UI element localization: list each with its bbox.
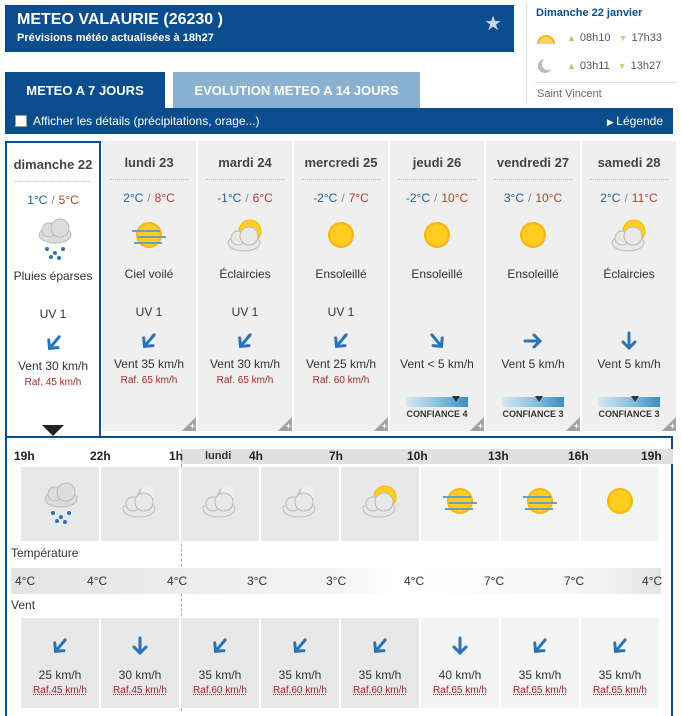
hour-label: 22h	[90, 449, 111, 463]
wind-direction	[44, 333, 64, 353]
wind-arrow-icon	[450, 636, 470, 656]
hourly-temp: 3°C	[247, 574, 268, 588]
hourly-wind-cell	[101, 618, 179, 708]
confidence-bar	[406, 397, 468, 407]
hourly-weather-cell	[261, 467, 339, 541]
hourly-wind-cell	[501, 618, 579, 708]
temp-min: 2°C	[123, 191, 144, 205]
sunrise-time: 08h10	[579, 32, 611, 44]
temp-min: 3°C	[503, 191, 524, 205]
confidence-indicator	[502, 397, 564, 419]
weather-text: Pluies éparses	[13, 269, 93, 283]
temp-max: 5°C	[58, 193, 79, 207]
hourly-icon	[195, 479, 245, 525]
temp-max: 8°C	[154, 191, 175, 205]
wind-direction	[619, 331, 639, 351]
hazy-sun-icon	[515, 479, 565, 525]
day-card[interactable]	[102, 141, 196, 431]
rain-cloud-icon	[29, 215, 79, 261]
weather-icon	[29, 215, 79, 261]
confidence-indicator	[406, 397, 468, 419]
hourly-wind-speed: 35 km/h	[198, 668, 242, 682]
partly-cloudy-icon	[220, 213, 270, 259]
hourly-wind-speed: 40 km/h	[438, 668, 482, 682]
divider	[398, 179, 476, 180]
day-card[interactable]	[294, 141, 388, 431]
hourly-weather-cell	[581, 467, 659, 541]
hourly-wind-speed: 35 km/h	[598, 668, 642, 682]
sunset-time: 17h33	[631, 32, 663, 44]
confidence-label: CONFIANCE 3	[502, 409, 564, 419]
hour-label: 13h	[488, 449, 509, 463]
hourly-weather-cell	[341, 467, 419, 541]
moon-icon	[535, 58, 557, 74]
wind-arrow-icon	[370, 636, 390, 656]
divider	[535, 82, 676, 83]
divider	[110, 179, 188, 180]
sun-icon	[412, 213, 462, 259]
hourly-wind-speed: 35 km/h	[518, 668, 562, 682]
wind-direction	[331, 331, 351, 351]
temp-max: 10°C	[535, 191, 563, 205]
hour-label: 4h	[249, 449, 264, 463]
wind-arrow-icon	[50, 636, 70, 656]
weather-text: Ensoleillé	[315, 267, 367, 281]
divider	[206, 179, 284, 180]
rain-cloud-icon	[35, 479, 85, 525]
confidence-indicator	[598, 397, 660, 419]
wind-direction	[530, 636, 550, 656]
weather-icon	[604, 213, 654, 259]
wind-direction	[139, 331, 159, 351]
day-card[interactable]	[198, 141, 292, 431]
sun-icon	[316, 213, 366, 259]
wind-speed: Vent 30 km/h	[17, 359, 89, 373]
temperature-label: Température	[11, 546, 79, 560]
confidence-bar	[598, 397, 660, 407]
sun-icon	[595, 479, 645, 525]
wind-speed: Vent 35 km/h	[113, 357, 185, 371]
uv-index: UV 1	[39, 307, 67, 321]
confidence-label: CONFIANCE 3	[598, 409, 660, 419]
day-temps: 1°C / 5°C	[27, 193, 79, 207]
day-name: dimanche 22	[13, 157, 93, 172]
hourly-wind-gust: Raf.60 km/h	[273, 685, 327, 696]
wind-direction	[290, 636, 310, 656]
weather-icon	[316, 213, 366, 259]
sun-times: ▲ 08h10 ▼ 17h33	[535, 30, 662, 46]
temp-max: 11°C	[631, 191, 658, 205]
day-name: mercredi 25	[304, 155, 378, 170]
options-bar	[5, 108, 673, 134]
hazy-sun-icon	[435, 479, 485, 525]
weather-icon	[124, 213, 174, 259]
temp-min: 2°C	[600, 191, 621, 205]
weather-text: Ciel voilé	[124, 267, 174, 281]
wind-direction	[427, 331, 447, 351]
hourly-temp: 4°C	[87, 574, 108, 588]
hazy-sun-icon	[124, 213, 174, 259]
day-name: samedi 28	[597, 155, 661, 170]
wind-arrow-icon	[210, 636, 230, 656]
hourly-wind-gust: Raf.65 km/h	[433, 685, 487, 696]
hour-label: 7h	[329, 449, 344, 463]
wind-arrow-icon	[290, 636, 310, 656]
hourly-wind-gust: Raf.60 km/h	[193, 685, 247, 696]
legend-link[interactable]	[607, 114, 663, 128]
wind-speed: Vent < 5 km/h	[400, 357, 474, 371]
wind-speed: Vent 30 km/h	[209, 357, 281, 371]
hourly-wind-speed: 35 km/h	[278, 668, 322, 682]
hourly-icon	[115, 479, 165, 525]
wind-speed: Vent 5 km/h	[501, 357, 565, 371]
hourly-wind-speed: 25 km/h	[38, 668, 82, 682]
day-temps: 3°C / 10°C	[503, 191, 563, 205]
wind-direction	[370, 636, 390, 656]
plus-icon: +	[669, 421, 675, 431]
wind-arrow-icon	[619, 331, 639, 351]
moonset-time: 13h27	[630, 60, 662, 72]
plus-icon: +	[477, 421, 483, 431]
uv-index: UV 1	[327, 305, 355, 319]
hourly-weather-cell	[21, 467, 99, 541]
hourly-wind-cell	[421, 618, 499, 708]
hourly-temp: 4°C	[15, 574, 36, 588]
divider	[302, 179, 380, 180]
hourly-icon	[595, 479, 645, 525]
wind-direction	[235, 331, 255, 351]
day-card[interactable]	[390, 141, 484, 431]
temp-min: -2°C	[405, 191, 430, 205]
legend-label: Légende	[616, 114, 663, 128]
hourly-temp: 3°C	[326, 574, 347, 588]
weather-text: Ensoleillé	[507, 267, 559, 281]
plus-icon: +	[381, 421, 387, 431]
day-name: lundi 23	[124, 155, 174, 170]
sunrise-icon	[535, 30, 557, 46]
day-temps: 2°C / 8°C	[123, 191, 175, 205]
wind-speed: Vent 25 km/h	[305, 357, 377, 371]
wind-direction	[210, 636, 230, 656]
plus-icon: +	[573, 421, 579, 431]
temp-max: 10°C	[441, 191, 469, 205]
uv-index: UV 1	[135, 305, 163, 319]
wind-gust: Raf. 65 km/h	[216, 375, 274, 386]
hourly-weather-cell	[421, 467, 499, 541]
hour-label: 16h	[568, 449, 589, 463]
temp-min: -2°C	[313, 191, 338, 205]
wind-direction	[130, 636, 150, 656]
hourly-wind-speed: 30 km/h	[118, 668, 162, 682]
weather-text: Ensoleillé	[411, 267, 463, 281]
tab-14-days[interactable]: EVOLUTION METEO A 14 JOURS	[173, 72, 420, 108]
plus-icon: +	[285, 421, 291, 431]
plus-icon: +	[189, 421, 195, 431]
day-card[interactable]	[582, 141, 676, 431]
day-name: mardi 24	[218, 155, 272, 170]
hourly-wind-gust: Raf.45 km/h	[33, 685, 87, 696]
temp-min: 1°C	[27, 193, 48, 207]
tab-7-days[interactable]: METEO A 7 JOURS	[5, 72, 165, 108]
hourly-icon	[435, 479, 485, 525]
day-temps: 2°C / 11°C	[600, 191, 658, 205]
hourly-temp: 4°C	[404, 574, 425, 588]
hourly-icon	[275, 479, 325, 525]
hour-label: 19h	[641, 449, 662, 463]
wind-arrow-icon	[427, 331, 447, 351]
day-temps: -2°C / 10°C	[405, 191, 469, 205]
hourly-wind-cell	[341, 618, 419, 708]
hourly-temp: 7°C	[564, 574, 585, 588]
weather-icon	[412, 213, 462, 259]
hourly-wind-cell	[581, 618, 659, 708]
hourly-weather-cell	[501, 467, 579, 541]
hourly-icon	[515, 479, 565, 525]
temp-min: -1°C	[217, 191, 242, 205]
confidence-label: CONFIANCE 4	[406, 409, 468, 419]
hourly-wind-gust: Raf.60 km/h	[353, 685, 407, 696]
wind-speed: Vent 5 km/h	[597, 357, 661, 371]
wind-gust: Raf. 60 km/h	[312, 375, 370, 386]
moonrise-time: 03h11	[579, 60, 610, 72]
details-checkbox[interactable]	[15, 115, 27, 127]
play-icon: ▶	[606, 117, 617, 127]
uv-index: UV 1	[231, 305, 259, 319]
wind-direction	[450, 636, 470, 656]
divider	[15, 181, 91, 182]
weather-icon	[508, 213, 558, 259]
hour-label: 19h	[14, 449, 35, 463]
hourly-temp: 4°C	[167, 574, 188, 588]
temp-max: 7°C	[348, 191, 369, 205]
next-day-label: lundi	[205, 450, 232, 462]
wind-arrow-icon	[331, 331, 351, 351]
weather-text: Éclaircies	[219, 267, 271, 281]
wind-gust: Raf. 65 km/h	[120, 375, 178, 386]
selected-day-pointer	[42, 425, 64, 436]
day-name: vendredi 27	[496, 155, 570, 170]
confidence-marker	[535, 396, 543, 402]
moon-cloud-icon	[195, 479, 245, 525]
ephemeris-panel	[526, 4, 676, 104]
hourly-icon	[35, 479, 85, 525]
update-time: Prévisions météo actualisées à 18h27	[17, 32, 214, 44]
confidence-bar	[502, 397, 564, 407]
saint-of-day: Saint Vincent	[537, 88, 602, 100]
wind-gust: Raf. 45 km/h	[24, 377, 82, 388]
hour-label: 1h	[169, 449, 184, 463]
daily-forecast	[5, 141, 673, 436]
wind-arrow-icon	[130, 636, 150, 656]
wind-arrow-icon	[523, 331, 543, 351]
hourly-wind-cell	[181, 618, 259, 708]
hourly-weather-cell	[181, 467, 259, 541]
details-label[interactable]: Afficher les détails (précipitations, orage...)	[33, 114, 260, 128]
moon-cloud-icon	[115, 479, 165, 525]
hour-label: 10h	[407, 449, 428, 463]
wind-arrow-icon	[44, 333, 64, 353]
wind-arrow-icon	[610, 636, 630, 656]
day-temps: -2°C / 7°C	[313, 191, 369, 205]
confidence-marker	[631, 396, 639, 402]
hourly-icon	[355, 479, 405, 525]
ephemeris-date: Dimanche 22 janvier	[536, 7, 643, 19]
sun-icon	[508, 213, 558, 259]
weather-text: Éclaircies	[603, 267, 655, 281]
temp-max: 6°C	[252, 191, 273, 205]
wind-arrow-icon	[235, 331, 255, 351]
partly-cloudy-icon	[604, 213, 654, 259]
day-name: jeudi 26	[412, 155, 462, 170]
wind-arrow-icon	[530, 636, 550, 656]
partly-cloudy-icon	[355, 479, 405, 525]
divider	[494, 179, 572, 180]
star-icon[interactable]: ★	[484, 13, 502, 35]
confidence-marker	[452, 396, 460, 402]
page-title: METEO VALAURIE (26230 )	[17, 11, 223, 28]
day-card[interactable]	[5, 141, 101, 436]
moon-times: ▲ 03h11 ▼ 13h27	[535, 58, 661, 74]
moon-cloud-icon	[275, 479, 325, 525]
hourly-wind-cell	[21, 618, 99, 708]
wind-arrow-icon	[139, 331, 159, 351]
hourly-wind-speed: 35 km/h	[358, 668, 402, 682]
hourly-wind-cell	[261, 618, 339, 708]
hourly-temp: 7°C	[484, 574, 505, 588]
hourly-wind-gust: Raf.45 km/h	[113, 685, 167, 696]
day-temps: -1°C / 6°C	[217, 191, 273, 205]
divider	[590, 179, 668, 180]
hourly-wind-gust: Raf.65 km/h	[513, 685, 567, 696]
hourly-weather-cell	[101, 467, 179, 541]
wind-direction	[523, 331, 543, 351]
wind-direction	[610, 636, 630, 656]
day-card[interactable]	[486, 141, 580, 431]
wind-direction	[50, 636, 70, 656]
hourly-temp: 4°C	[642, 574, 663, 588]
wind-label: Vent	[11, 598, 36, 612]
weather-icon	[220, 213, 270, 259]
hourly-wind-gust: Raf.65 km/h	[593, 685, 647, 696]
location-header	[5, 5, 514, 52]
